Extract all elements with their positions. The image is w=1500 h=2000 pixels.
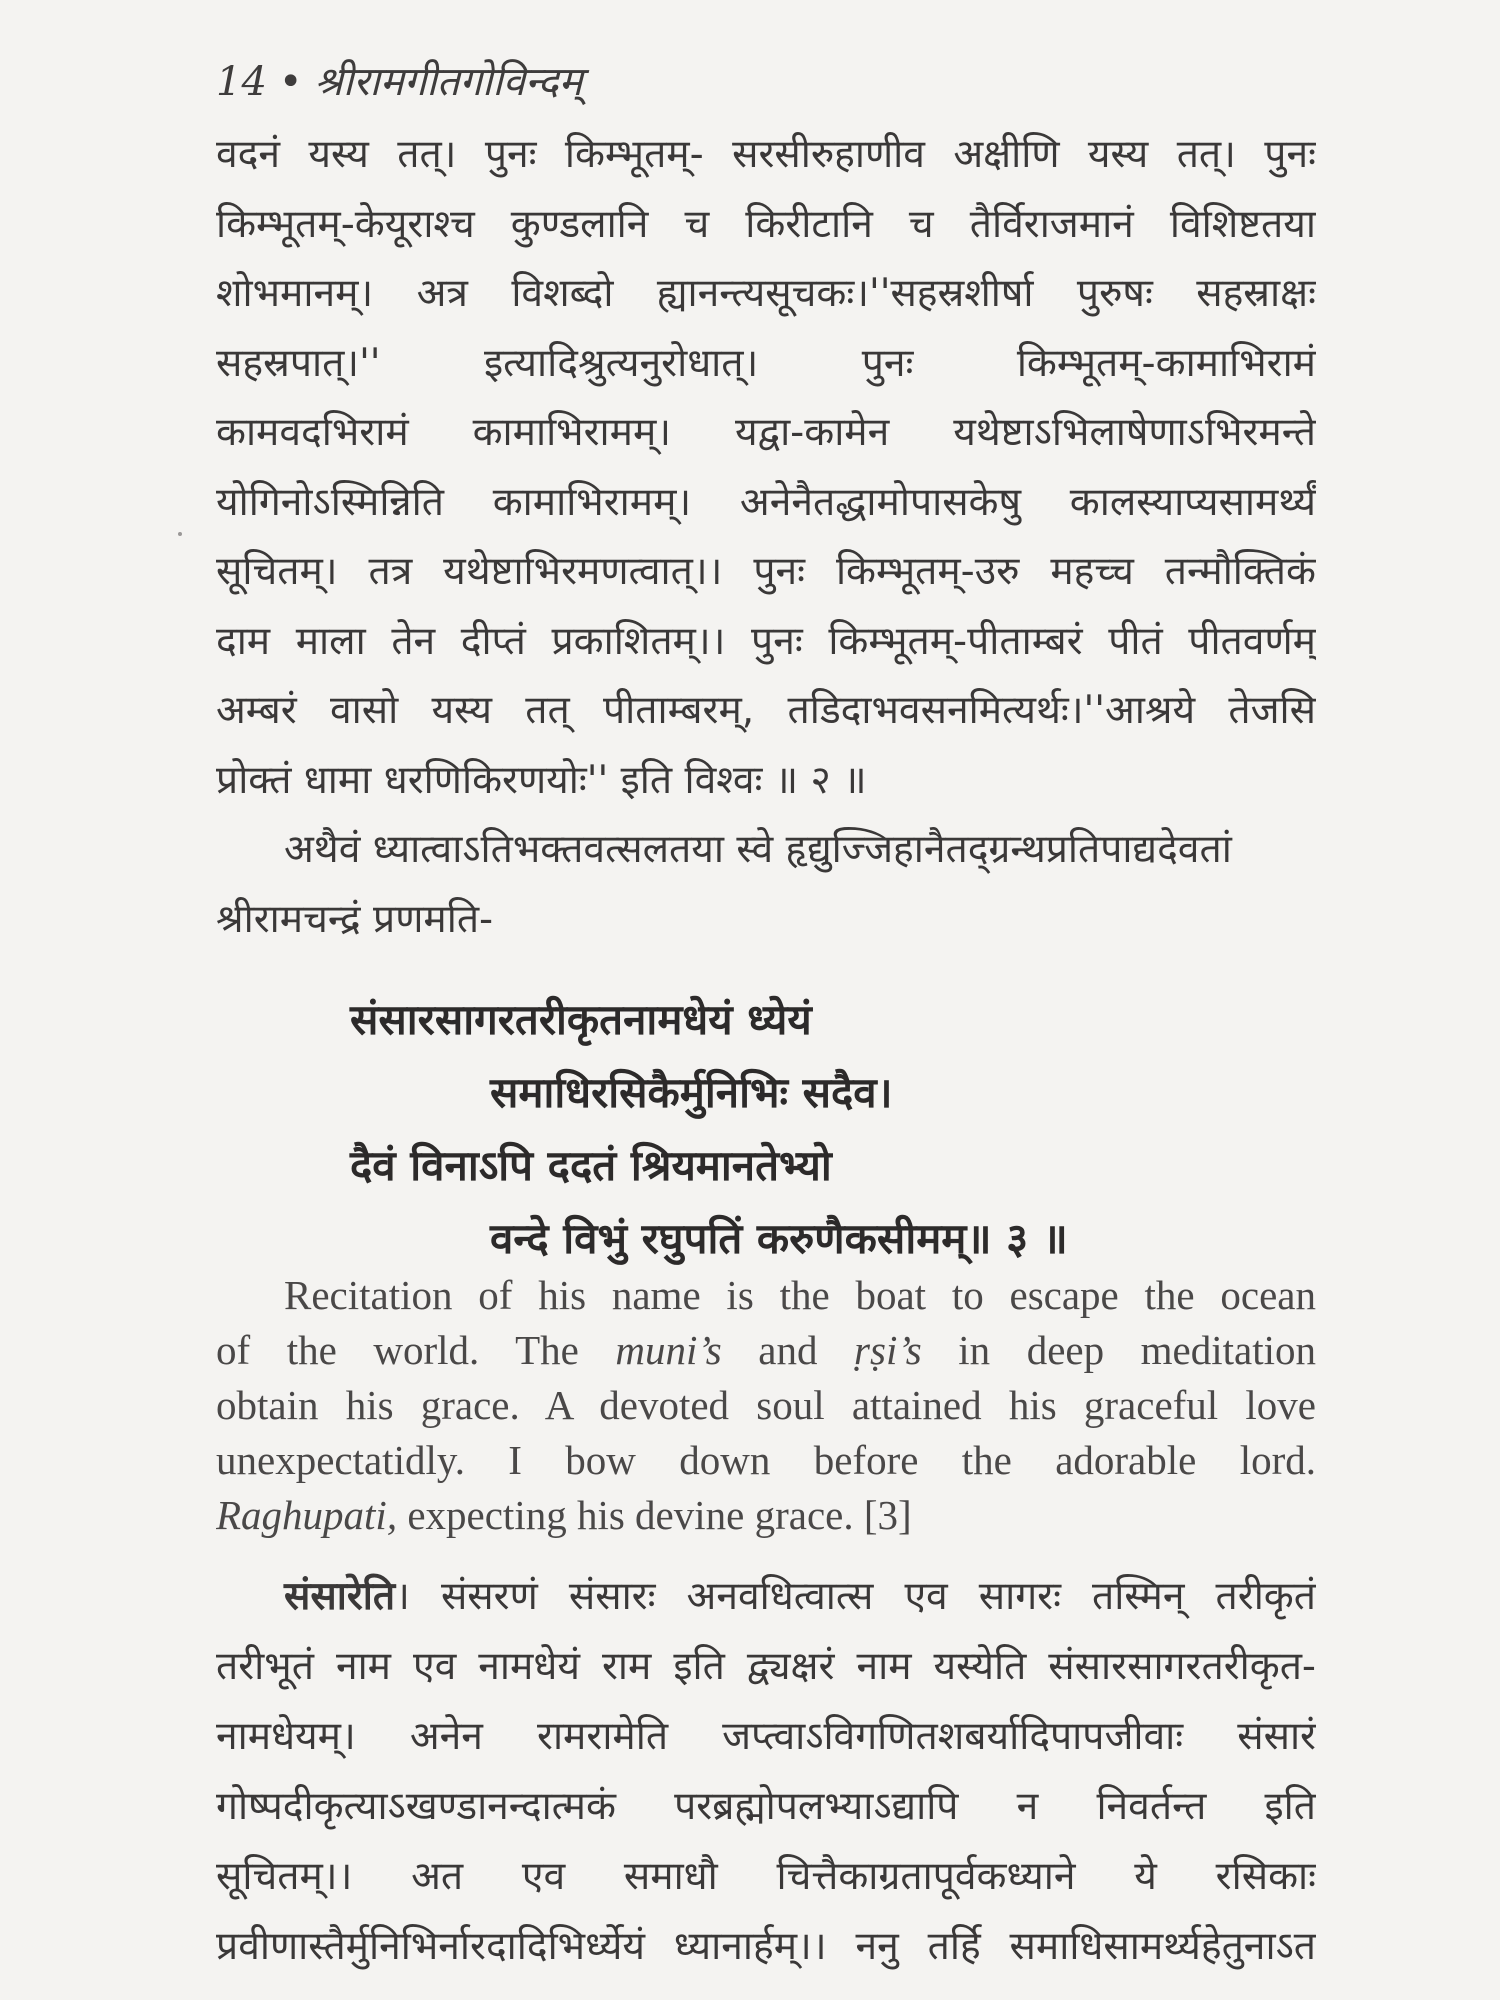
verse-line-1: संसारसागरतरीकृतनामधेयं ध्येयं (350, 995, 812, 1044)
translation-term: ṛṣi’s (854, 1327, 922, 1373)
commentary-line: वदनं यस्य तत्। पुनः किम्भूतम्- सरसीरुहाणीव अक्षीणि यस्य तत्। पुनः (216, 132, 1316, 177)
commentary-bottom (216, 1562, 1316, 1982)
translation-line: obtain his grace. A devoted soul attained his graceful love (216, 1382, 1316, 1428)
english-translation (216, 1268, 1316, 1543)
commentary-line: श्रीरामचन्द्रं प्रणमति- (216, 896, 494, 942)
commentary-line: कामवदभिरामं कामाभिरामम्। यद्वा-कामेन यथेष्टाऽभिलाषेणाऽभिरमन्ते (216, 410, 1316, 455)
translation-text: of the world. The (216, 1327, 616, 1373)
running-header (216, 52, 583, 107)
translation-term: muni’s (615, 1327, 722, 1373)
commentary-line: सूचितम्।। अत एव समाधौ चित्तैकाग्रतापूर्वकध्याने ये रसिकाः (216, 1854, 1316, 1899)
commentary-line: प्रवीणास्तैर्मुनिभिर्नारदादिभिर्ध्येयं ध्यानार्हम्।। ननु तर्हि समाधिसामर्थ्यहेतुनाऽत (216, 1924, 1316, 1969)
verse-line-4: वन्दे विभुं रघुपतिं करुणैकसीमम्॥ ३ ॥ (490, 1214, 1068, 1263)
scan-speck (178, 532, 182, 536)
commentary-line: अथैवं ध्यात्वाऽतिभक्तवत्सलतया स्वे हृद्युज्जिहानैतद्ग्रन्थप्रतिपाद्यदेवतां (284, 827, 1232, 872)
commentary-lead-word: संसारेति (284, 1574, 396, 1619)
translation-term: Raghupati, (216, 1492, 398, 1538)
translation-line: Recitation of his name is the boat to escape the ocean (284, 1272, 1316, 1318)
translation-text: and (721, 1327, 855, 1373)
translation-line (216, 1323, 1316, 1378)
translation-text: in deep meditation (921, 1327, 1316, 1373)
commentary-line: अम्बरं वासो यस्य तत् पीताम्बरम्, तडिदाभवसनमित्यर्थः।''आश्रये तेजसि (216, 688, 1316, 733)
translation-text: expecting his devine grace. [3] (397, 1492, 912, 1538)
commentary-line: किम्भूतम्-केयूराश्च कुण्डलानि च किरीटानि च तैर्विराजमानं विशिष्टतया (216, 201, 1316, 247)
verse-line-3: दैवं विनाऽपि ददतं श्रियमानतेभ्यो (350, 1141, 832, 1190)
commentary-line: सहस्रपात्।'' इत्यादिश्रुत्यनुरोधात्। पुनः किम्भूतम्-कामाभिरामं (216, 340, 1316, 386)
page-number: 14 (216, 59, 267, 105)
commentary-line: दाम माला तेन दीप्तं प्रकाशितम्।। पुनः किम्भूतम्-पीताम्बरं पीतं पीतवर्णम् (216, 618, 1316, 664)
commentary-line: प्रोक्तं धामा धरणिकिरणयोः'' इति विश्वः ॥ २ ॥ (216, 757, 867, 803)
commentary-line: गोष्पदीकृत्याऽखण्डानन्दात्मकं परब्रह्मोपलभ्याऽद्यापि न निवर्तन्त इति (216, 1784, 1316, 1829)
book-title: श्रीरामगीतगोविन्दम् (314, 59, 583, 105)
header-separator: • (278, 59, 303, 105)
translation-line (216, 1488, 1316, 1543)
commentary-line: नामधेयम्। अनेन रामरामेति जप्त्वाऽविगणितशबर्यादिपापजीवाः संसारं (216, 1714, 1316, 1759)
translation-line: unexpectatidly. I bow down before the adorable lord. (216, 1437, 1316, 1483)
commentary-line: सूचितम्। तत्र यथेष्टाभिरमणत्वात्।। पुनः किम्भूतम्-उरु महच्च तन्मौक्तिकं (216, 549, 1316, 594)
commentary-line (216, 1562, 1316, 1632)
commentary-line: शोभमानम्। अत्र विशब्दो ह्यानन्त्यसूचकः।''सहस्रशीर्षा पुरुषः सहस्राक्षः (216, 271, 1316, 316)
commentary-top (216, 120, 1316, 954)
commentary-line: तरीभूतं नाम एव नामधेयं राम इति द्व्यक्षरं नाम यस्येति संसारसागरतरीकृत- (216, 1644, 1316, 1689)
commentary-text: । संसरणं संसारः अनवधित्वात्स एव सागरः तस्मिन् तरीकृतं (395, 1574, 1316, 1619)
commentary-line: योगिनोऽस्मिन्निति कामाभिरामम्। अनेनैतद्धामोपासकेषु कालस्याप्यसामर्थ्यं (216, 479, 1316, 525)
verse-line-2: समाधिरसिकैर्मुनिभिः सदैव। (490, 1068, 893, 1117)
